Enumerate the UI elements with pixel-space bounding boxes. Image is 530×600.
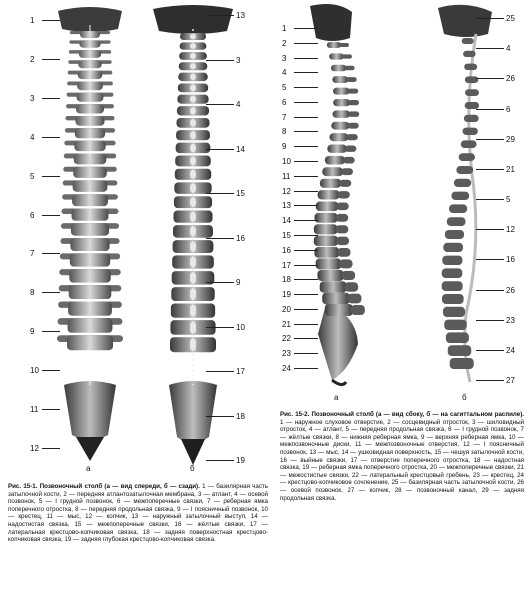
vertebra-section [444, 320, 467, 330]
fig1a-label: 5 [30, 171, 35, 181]
vertebra-section [447, 217, 466, 226]
fig1b-label: 4 [236, 100, 241, 109]
fig1a-leader-line [42, 20, 60, 21]
fig2a-label: 14 [282, 216, 291, 226]
vertebra-body [316, 201, 339, 211]
fig1b-leader-line [206, 416, 234, 417]
fig2a-label: 17 [282, 260, 291, 270]
fig2-sublabel-b: б [462, 393, 467, 402]
fig1a-label: 2 [30, 54, 35, 64]
fig2b-leader-line [476, 350, 504, 351]
spinous-process [344, 282, 358, 291]
vertebra-body [74, 141, 105, 151]
fig2a-leader-line [294, 58, 318, 59]
fig2a-leader-line [294, 146, 318, 147]
vertebra-body [80, 31, 100, 38]
fig2a-leader-line [294, 235, 318, 236]
fig1b-leader-line [206, 238, 234, 239]
vertebra-body [315, 213, 338, 223]
spinous-process [348, 89, 359, 94]
fig1a-leader-line [42, 98, 60, 99]
fig2b-leader-line [476, 320, 504, 321]
fig2a-leader-line [294, 265, 318, 266]
fig2b-leader-line [476, 139, 504, 140]
fig2b-leader-line [476, 78, 504, 79]
vertebra-body [331, 122, 349, 130]
spinous-process [346, 134, 357, 140]
vertebra-section [459, 153, 475, 161]
spinous-process [190, 96, 196, 103]
fig1-caption-body: 1 — базилярная часть затылочной кости, 2 — передняя атлантозатылочная мембрана, 3 — атлант, 4 — осевой позвонок, 5 — I грудной позвонок, 6 — межпоперечные связки, 7 — реберная ямка поперечного отростка, 8 — передняя продольная связка, 9 — I поясничный позвонок, 10 — крестец, 11 — мыс, 12 — копчик, 13 — наружный затылочный выступ, 14 — надостистая связка, 15 — межпоперечные связки, 16 — жёлтые связки, 17 — латеральная крестцово-копчиковая связка, 18 — задняя поверхностная крестцово-копчиковая связка, 19 — задняя глубокая крестцово-копчиковая связка. [8, 483, 268, 544]
fig2a-label: 20 [282, 304, 291, 314]
vertebra-body [74, 154, 106, 165]
fig2a-leader-line [294, 176, 318, 177]
spinous-process [336, 225, 349, 233]
spinous-process [337, 248, 350, 257]
vertebra-section [461, 140, 477, 148]
spinous-process [190, 34, 196, 39]
fig2b-label: 16 [506, 255, 515, 265]
vertebra-body [333, 99, 350, 106]
spinous-process [339, 43, 349, 47]
spinous-process [348, 123, 359, 129]
fig2-caption-head: Рис. 15-2. Позвоночный столб (а — вид сбоку, б — на сагиттальном распиле). [280, 411, 524, 418]
spinous-process [190, 53, 196, 59]
fig2b-leader-line [476, 109, 504, 110]
spine-back-view-illustration [143, 5, 243, 467]
fig2a-leader-line [294, 131, 318, 132]
vertebra-body [327, 145, 346, 153]
fig2b-leader-line [476, 229, 504, 230]
fig2b-leader-line [476, 169, 504, 170]
fig1b-leader-line [206, 371, 234, 372]
fig1a-label: 12 [30, 444, 39, 453]
fig2a-leader-line [294, 220, 318, 221]
fig2a-label: 6 [282, 97, 287, 107]
fig1a-leader-line [42, 59, 60, 60]
fig1-sublabel-b: б [190, 464, 195, 473]
fig1a-label: 3 [30, 93, 35, 103]
vertebra-section [463, 128, 478, 135]
spinous-process [190, 74, 196, 80]
vertebra-section [442, 268, 463, 278]
vertebra-section [443, 243, 463, 252]
spinous-process [336, 214, 349, 222]
spinous-process [343, 157, 355, 164]
vertebra-body [322, 167, 343, 176]
spinous-process [190, 304, 196, 316]
spinous-process [190, 226, 196, 237]
fig1a-label: 9 [30, 327, 35, 337]
spinous-process [190, 119, 196, 127]
vertebra-body [317, 270, 343, 281]
vertebra-body [72, 194, 108, 206]
fig2a-label: 15 [282, 230, 291, 240]
fig1b-label: 14 [236, 144, 245, 154]
fig2a-leader-line [294, 102, 318, 103]
vertebra-body [76, 104, 104, 113]
vertebra-body [77, 81, 103, 90]
fig2b-label: 27 [506, 376, 515, 385]
fig1a-leader-line [42, 448, 60, 449]
spinous-process [190, 63, 196, 69]
fig2-caption-body: 1 — наружное слуховое отверстие, 2 — сосцевидный отросток, 3 — шиловидный отросток, 4 — атлант, 5 — передняя продольная связка, 6 — I грудной позвонок, 7 — жёлтые связки, 8 — нижняя реберная ямка, 9 — верхняя реберная ямка, 10 — межпозвоночные диски, 11 — межпозвоночные отверстия, 12 — I поясничный позвонок, 13 — мыс, 14 — ушковидная поверхность, 15 — чешуя затылочной кости, 16 — выйные связки, 17 — отверстие поперечного отростка, 18 — надостная связка, 19 — реберная ямка поперечного отростка, 20 — межпоперечные связки, 21 — межостистые связки, 22 — латеральный крестцовый гребень, 23 — крестец, 24 — крестцово-копчиковое сочленение, 25 — базилярная часть затылочной кости, 26 — осевой позвонок, 27 — копчик, 28 — позвоночный канал, 29 — задняя продольная связка. [280, 418, 524, 502]
vertebra-section [442, 281, 463, 291]
vertebra-body [333, 110, 351, 118]
fig1b-label: 3 [236, 55, 241, 65]
vertebra-body [331, 65, 346, 72]
fig2b-leader-line [476, 290, 504, 291]
vertebra-body [79, 40, 100, 47]
fig1b-label: 13 [236, 11, 245, 20]
fig2b-label: 21 [506, 164, 515, 174]
fig2a-label: 19 [282, 290, 291, 300]
spine-sagittal-section-illustration [426, 4, 506, 392]
vertebra-body [320, 179, 341, 188]
spinous-process [190, 107, 196, 114]
fig2b-label: 26 [506, 74, 515, 84]
spinous-process [348, 111, 359, 117]
vertebra-body [70, 253, 110, 266]
fig2a-leader-line [294, 294, 318, 295]
fig2-caption [280, 411, 524, 502]
spinous-process [339, 259, 352, 268]
fig2a-label: 22 [282, 334, 291, 344]
fig2a-leader-line [294, 368, 318, 369]
fig2a-label: 3 [282, 53, 287, 63]
vertebra-body [79, 50, 101, 58]
vertebra-body [318, 190, 340, 199]
spinous-process [190, 241, 196, 252]
spinous-process [339, 180, 351, 187]
fig2b-label: 25 [506, 14, 515, 23]
fig2a-label: 11 [282, 171, 291, 181]
fig1a-label: 1 [30, 16, 35, 25]
fig2a-label: 8 [282, 127, 287, 137]
spinous-process [190, 321, 196, 334]
fig1b-leader-line [206, 15, 234, 16]
fig2b-label: 4 [506, 44, 511, 54]
fig2a-label: 23 [282, 349, 291, 359]
spinous-process [336, 202, 348, 210]
fig2a-leader-line [294, 250, 318, 251]
fig2a-leader-line [294, 205, 318, 206]
fig1a-leader-line [42, 370, 60, 371]
fig2a-leader-line [294, 338, 318, 339]
vertebra-section [446, 332, 469, 343]
vertebra-body [68, 301, 112, 315]
fig2a-label: 9 [282, 142, 287, 152]
fig2a-label: 13 [282, 201, 291, 211]
fig1-caption-head: Рис. 15-1. Позвоночный столб (а — вид спереди, б — сзади). [8, 483, 200, 490]
fig1b-leader-line [206, 60, 234, 61]
fig2b-label: 23 [506, 315, 515, 325]
spine-lateral-view-illustration [296, 4, 386, 389]
vertebra-section [450, 358, 474, 369]
fig1a-leader-line [42, 176, 60, 177]
fig1b-leader-line [206, 327, 234, 328]
vertebra-body [75, 128, 105, 138]
fig2a-leader-line [294, 43, 318, 44]
fig1b-leader-line [206, 104, 234, 105]
vertebra-body [325, 304, 353, 316]
vertebra-body [314, 224, 338, 234]
vertebra-section [463, 51, 475, 57]
spinous-process [341, 168, 353, 175]
vertebra-section [445, 230, 464, 239]
vertebra-section [465, 89, 479, 96]
fig2b-label: 29 [506, 134, 515, 144]
vertebra-section [456, 166, 473, 174]
fig1a-leader-line [42, 215, 60, 216]
vertebra-body [73, 180, 108, 192]
fig2b-label: 6 [506, 104, 511, 114]
fig2a-label: 2 [282, 38, 287, 48]
fig2a-label: 5 [282, 83, 287, 93]
fig2b-label: 12 [506, 225, 515, 235]
fig2a-label: 10 [282, 157, 291, 167]
fig2a-leader-line [294, 87, 318, 88]
vertebra-section [448, 345, 472, 356]
fig2b-leader-line [476, 18, 504, 19]
fig2b-leader-line [476, 259, 504, 260]
vertebra-body [314, 247, 339, 258]
fig2a-label: 24 [282, 364, 291, 373]
spinous-process [346, 77, 357, 82]
vertebra-body [69, 285, 112, 299]
fig1a-leader-line [42, 292, 60, 293]
fig2a-label: 7 [282, 112, 287, 122]
vertebra-body [322, 293, 349, 305]
fig2a-leader-line [294, 117, 318, 118]
spinous-process [344, 66, 354, 71]
vertebra-body [327, 42, 341, 48]
spinous-process [348, 294, 362, 304]
fig2a-label: 18 [282, 275, 291, 285]
spinous-process [190, 170, 196, 179]
fig1a-label: 7 [30, 249, 35, 259]
vertebra-body [75, 116, 104, 126]
vertebra-body [316, 258, 342, 269]
vertebra-body [320, 281, 347, 292]
fig1a-leader-line [42, 331, 60, 332]
fig1b-leader-line [206, 193, 234, 194]
fig1a-leader-line [42, 409, 60, 410]
vertebra-section [443, 307, 465, 317]
vertebra-section [464, 115, 479, 122]
fig1b-label: 10 [236, 322, 245, 332]
vertebra-body [67, 335, 113, 350]
vertebra-section [464, 64, 477, 70]
spinous-process [190, 212, 196, 222]
spinous-process [190, 84, 196, 91]
fig1b-label: 15 [236, 189, 245, 198]
vertebra-section [454, 179, 471, 187]
vertebra-body [329, 53, 344, 59]
fig2a-label: 12 [282, 186, 291, 196]
spinous-process [342, 54, 352, 58]
fig2b-label: 5 [506, 195, 511, 204]
fig2b-leader-line [476, 380, 504, 381]
fig2a-leader-line [294, 191, 318, 192]
fig2a-leader-line [294, 353, 318, 354]
spinous-process [336, 237, 349, 245]
fig1b-label: 18 [236, 411, 245, 421]
fig1b-leader-line [206, 460, 234, 461]
vertebra-section [451, 192, 469, 200]
spinous-process [190, 131, 196, 139]
vertebra-body [77, 93, 104, 102]
spinous-process [190, 183, 196, 193]
fig1b-label: 16 [236, 233, 245, 243]
fig1a-leader-line [42, 253, 60, 254]
vertebra-section [462, 38, 474, 44]
vertebra-section [442, 256, 462, 265]
vertebra-body [325, 156, 345, 165]
spinous-process [190, 157, 196, 166]
spinous-process [190, 256, 196, 267]
fig2a-label: 1 [282, 24, 287, 33]
fig2b-leader-line [476, 48, 504, 49]
fig1b-label: 9 [236, 278, 241, 287]
spinous-process [190, 272, 196, 284]
spinous-process [342, 271, 355, 280]
fig1b-leader-line [206, 149, 234, 150]
fig1b-leader-line [206, 282, 234, 283]
fig2a-label: 4 [282, 68, 287, 78]
fig2a-leader-line [294, 72, 318, 73]
fig1-sublabel-a: а [86, 464, 91, 473]
spinous-process [190, 288, 196, 300]
spinous-process [338, 191, 350, 198]
fig1b-label: 19 [236, 456, 245, 465]
spinous-process [190, 43, 196, 48]
spinous-process [345, 146, 357, 152]
fig2a-leader-line [294, 324, 318, 325]
vertebra-body [73, 167, 107, 178]
fig1a-label: 10 [30, 366, 39, 376]
vertebra-section [449, 204, 467, 213]
vertebra-body [333, 88, 349, 95]
fig1a-label: 4 [30, 132, 35, 142]
spinous-process [190, 338, 196, 351]
fig2b-label: 26 [506, 285, 515, 295]
fig2a-leader-line [294, 309, 318, 310]
spinous-process [190, 197, 196, 207]
vertebra-body [330, 133, 349, 141]
fig1b-label: 17 [236, 367, 245, 376]
vertebra-body [332, 76, 348, 83]
fig2b-leader-line [476, 199, 504, 200]
fig2b-label: 24 [506, 345, 515, 355]
fig1a-label: 11 [30, 405, 39, 415]
spinous-process [351, 305, 365, 315]
vertebra-section [442, 294, 464, 304]
spinous-process [348, 100, 359, 105]
spine-front-view-illustration [40, 5, 140, 465]
fig1-caption [8, 483, 268, 544]
fig2a-label: 21 [282, 319, 291, 329]
fig2a-leader-line [294, 28, 318, 29]
spinous-process [190, 144, 196, 152]
fig1a-label: 8 [30, 288, 35, 298]
fig2a-leader-line [294, 161, 318, 162]
fig2a-label: 16 [282, 245, 291, 255]
vertebra-body [70, 238, 109, 251]
vertebra-body [69, 269, 110, 283]
fig2-sublabel-a: а [334, 393, 339, 402]
vertebra-body [68, 318, 113, 333]
vertebra-body [72, 209, 109, 221]
vertebra-body [71, 223, 109, 236]
vertebra-body [78, 71, 103, 79]
fig1a-label: 6 [30, 210, 35, 220]
fig1a-leader-line [42, 137, 60, 138]
vertebra-body [314, 236, 338, 246]
fig2a-leader-line [294, 279, 318, 280]
vertebra-body [78, 60, 101, 68]
